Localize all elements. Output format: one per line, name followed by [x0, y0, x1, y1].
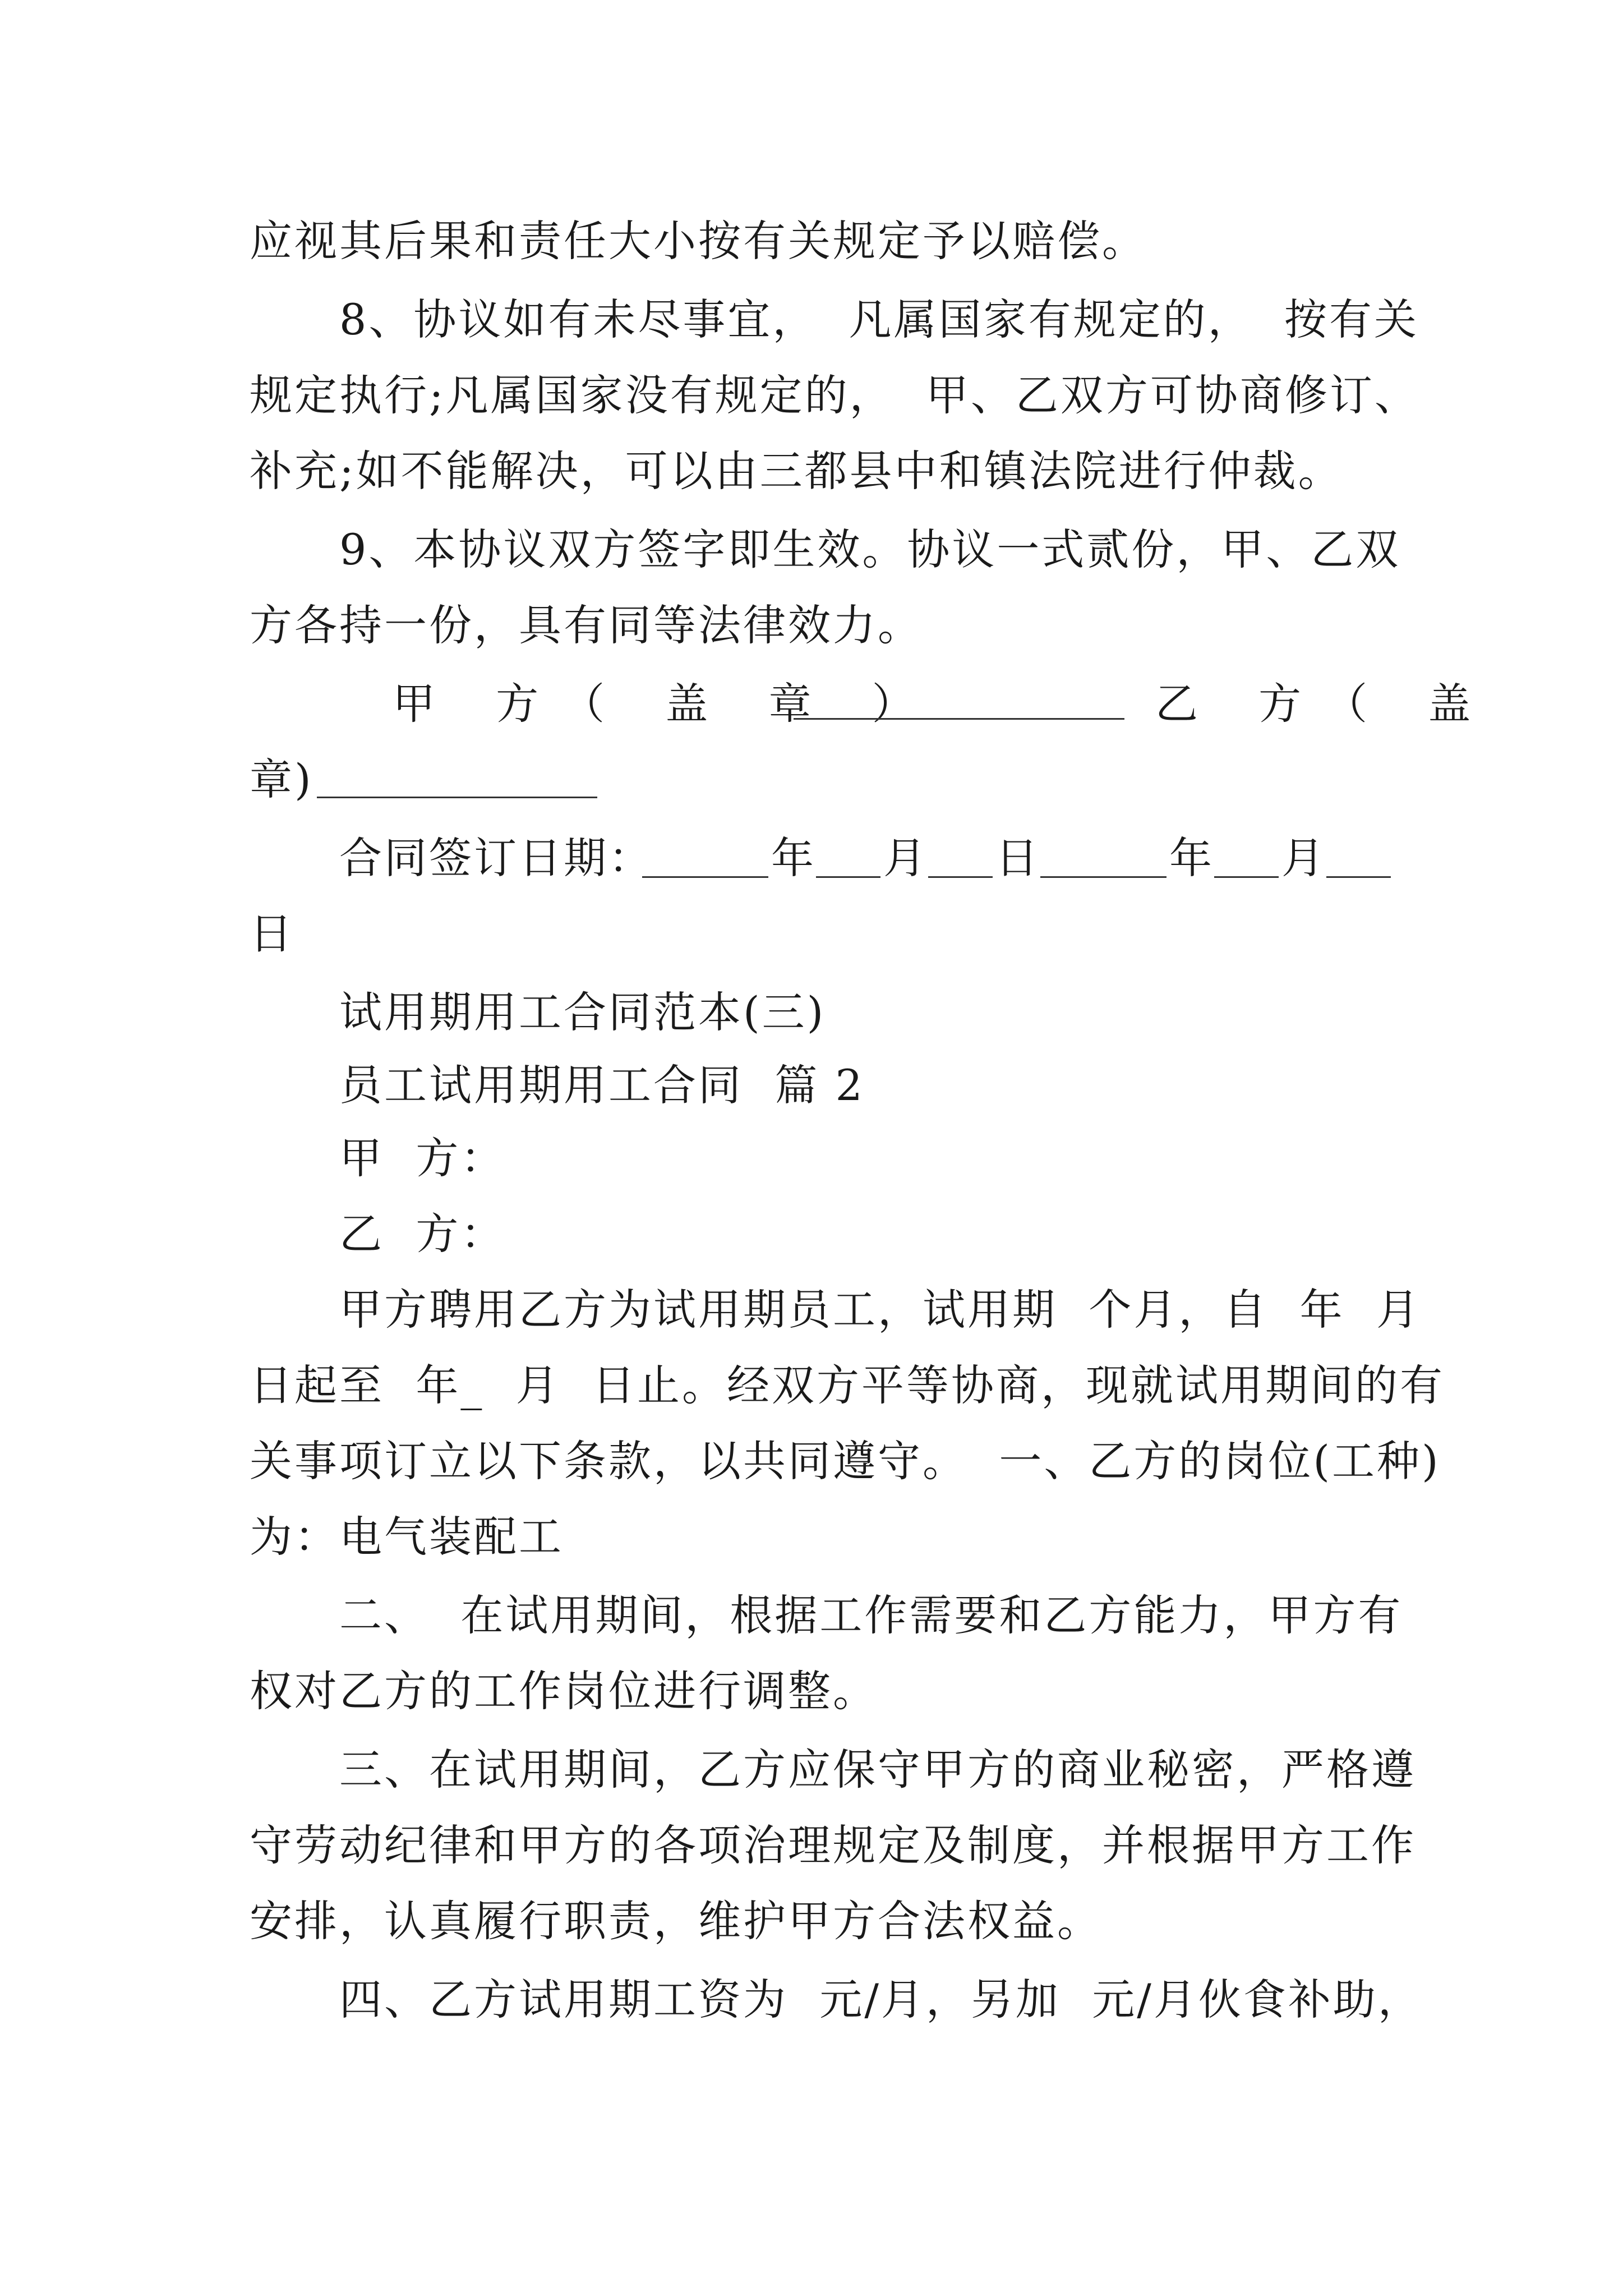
- date-year: 年: [771, 833, 814, 883]
- signature-continuation: 章): [250, 754, 313, 804]
- text-line: 补充;如不能解决，可以由三都县中和镇法院进行仲裁。: [250, 446, 1343, 496]
- date-blank: [1326, 876, 1391, 878]
- signature-blank: [794, 718, 1124, 720]
- signature-party-a-label: 甲 方（ 盖 章 ）: [393, 679, 938, 729]
- text-line: 8、协议如有未尽事宜， 凡属国家有规定的， 按有关: [339, 295, 1419, 344]
- text-line: 安排，认真履行职责，维护甲方合法权益。: [250, 1896, 1102, 1946]
- date-blank: [1214, 876, 1279, 878]
- party-a-line: 甲 方：: [339, 1133, 506, 1183]
- text-line: 日起至 年_ 月 日止。经双方平等协商，现就试用期间的有: [250, 1360, 1445, 1410]
- section-subtitle: 员工试用期用工合同 篇 2: [339, 1060, 865, 1110]
- party-b-line: 乙 方：: [339, 1209, 506, 1259]
- date-day: 日: [250, 909, 294, 959]
- text-line: 应视其后果和责任大小按有关规定予以赔偿。: [250, 216, 1147, 266]
- text-line: 关事项订立以下条款，以共同遵守。 一、乙方的岗位(工种): [250, 1436, 1441, 1486]
- text-line: 为：电气装配工: [250, 1512, 564, 1562]
- text-line: 四、乙方试用期工资为 元/月，另加 元/月伙食补助，: [339, 1975, 1423, 2024]
- signature-party-b-label: 乙 方（ 盖: [1155, 679, 1495, 729]
- date-label: 合同签订日期：: [339, 833, 653, 883]
- date-month: 月: [1281, 833, 1324, 883]
- text-line: 方各持一份，具有同等法律效力。: [250, 600, 923, 650]
- date-blank: [928, 876, 993, 878]
- text-line: 三、在试用期间，乙方应保守甲方的商业秘密，严格遵: [339, 1745, 1416, 1795]
- section-title: 试用期用工合同范本(三): [339, 987, 826, 1037]
- date-day: 日: [995, 833, 1038, 883]
- text-line: 权对乙方的工作岗位进行调整。: [250, 1666, 878, 1716]
- date-year: 年: [1169, 833, 1212, 883]
- date-blank: [642, 876, 768, 878]
- text-line: 9、本协议双方签字即生效。协议一式贰份，甲、乙双: [339, 524, 1401, 574]
- text-line: 规定执行;凡属国家没有规定的， 甲、乙双方可协商修订、: [250, 370, 1419, 420]
- date-blank: [1040, 876, 1166, 878]
- text-line: 甲方聘用乙方为试用期员工，试用期 个月，自 年 月: [339, 1285, 1421, 1335]
- text-line: 二、 在试用期间，根据工作需要和乙方能力，甲方有: [339, 1590, 1403, 1640]
- signature-blank: [317, 797, 597, 798]
- text-line: 守劳动纪律和甲方的各项治理规定及制度，并根据甲方工作: [250, 1820, 1416, 1870]
- date-blank: [816, 876, 880, 878]
- date-month: 月: [883, 833, 926, 883]
